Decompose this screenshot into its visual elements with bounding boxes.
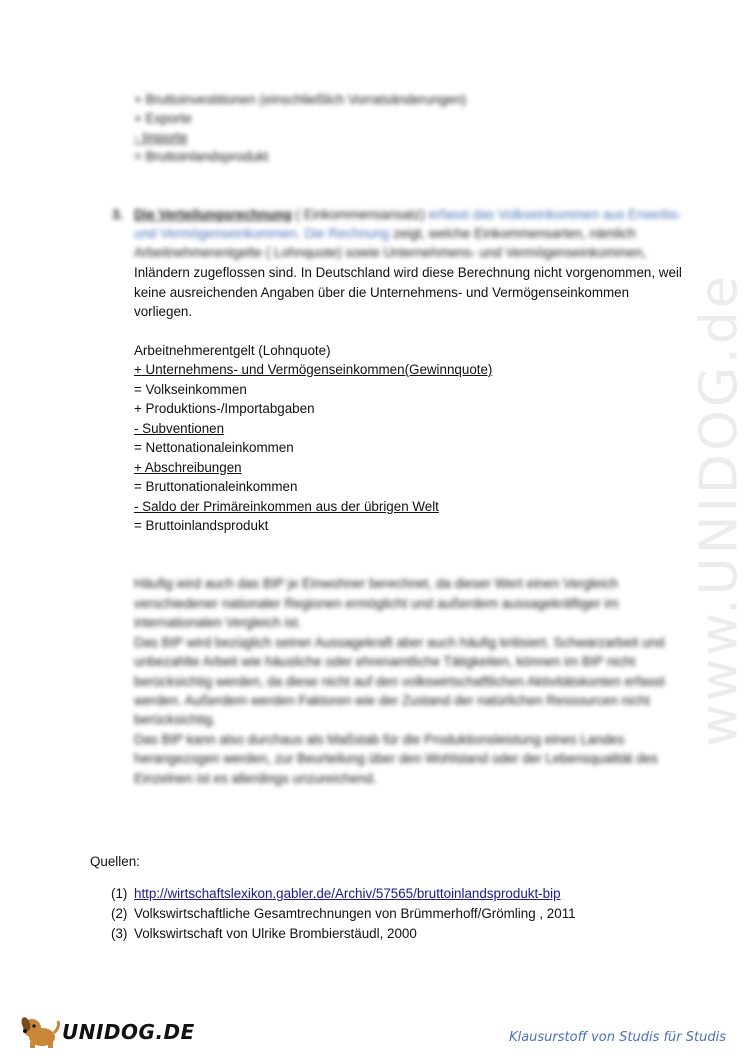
blurred-line: berücksichtig werden, da diese nicht auf den volkswirtschaftlichen Aktivitätskonten erfasst	[134, 674, 665, 689]
section-line-3: Arbeitnehmerentgelte ( Lohnquote) sowie Unternehmens- und Vermögenseinkommen,	[134, 245, 647, 260]
blurred-line: Das BIP wird bezüglich seiner Aussagekraft aber auch häufig kritisiert. Schwarzarbeit und	[134, 635, 665, 650]
blurred-line: unbezahlte Arbeit wie häusliche oder ehrenamtliche Tätigkeiten, können im BIP nicht	[134, 654, 636, 669]
section-line-4: Inländern zugeflossen sind. In Deutschland wird diese Berechnung nicht vorgenommen, weil	[134, 265, 682, 280]
unidog-logo	[20, 1015, 195, 1049]
calc-item: + Abschreibungen	[134, 460, 242, 475]
dog-icon	[20, 1015, 60, 1049]
section-line-5: keine ausreichenden Angaben über die Unternehmens- und Vermögenseinkommen	[134, 285, 630, 300]
calc-item: = Bruttonationaleinkommen	[134, 479, 298, 494]
source-text: Volkswirtschaftliche Gesamtrechnungen von Brümmerhoff/Grömling , 2011	[134, 906, 576, 921]
section-line2-rest: zeigt, welche Einkommensarten, nämlich	[393, 226, 636, 241]
calc-item: + Unternehmens- und Vermögenseinkommen(Gewinnquote)	[134, 362, 493, 377]
top-list-item: + Exporte	[134, 111, 192, 126]
blurred-line: herangezogen werden, zur Beurteilung über den Wohlstand oder der Lebensqualität des	[134, 751, 658, 766]
top-list-item: - Importe	[134, 130, 188, 145]
calc-item: - Saldo der Primäreinkommen aus der übrigen Welt	[134, 499, 439, 514]
calc-item: = Volkseinkommen	[134, 382, 247, 397]
source-text: Volkswirtschaft von Ulrike Brombierstäudl, 2000	[134, 926, 417, 941]
calc-item: + Produktions-/Importabgaben	[134, 401, 315, 416]
blurred-line: Einzelnen ist es allerdings unzureichend.	[134, 771, 377, 786]
calc-item: - Subventionen	[134, 421, 225, 436]
blurred-line: verschiedener nationaler Regionen ermöglicht und außerdem aussagekräftiger im	[134, 596, 619, 611]
calc-item: = Nettonationaleinkommen	[134, 440, 294, 455]
blurred-line: Häufig wird auch das BIP je Einwohner berechnet, da dieser Wert einen Vergleich	[134, 576, 619, 591]
top-list-item: = Bruttoinlandsprodukt	[134, 149, 269, 164]
section-blue-intro: erfasst das Volkseinkommen aus Erwerbs-	[428, 207, 682, 222]
watermark-text: www.UNIDOG.de	[690, 273, 750, 747]
top-list-item: + Bruttoinvestitionen (einschließlich Vorratsänderungen)	[134, 92, 467, 107]
watermark	[690, 273, 750, 747]
calc-item: = Bruttoinlandsprodukt	[134, 518, 269, 533]
blurred-line: werden. Außerdem werden Faktoren wie der Zustand der natürlichen Ressourcen nicht	[134, 693, 650, 708]
section-line-2	[134, 224, 636, 243]
blurred-line: internationalen Vergleich ist.	[134, 615, 302, 630]
footer-tagline: Klausurstoff von Studis für Studis	[509, 1030, 726, 1045]
section-line-6: vorliegen.	[134, 304, 193, 319]
calc-item: Arbeitnehmerentgelt (Lohnquote)	[134, 343, 331, 358]
section-heading-line	[134, 205, 682, 224]
section-title-paren: ( Einkommensansatz)	[295, 207, 425, 222]
section-title: Die Verteilungsrechnung	[134, 207, 292, 222]
source-number: (3)	[111, 926, 128, 941]
source-number: (1)	[111, 886, 128, 901]
source-number: (2)	[111, 906, 128, 921]
logo-text: UNIDOG.DE	[62, 1020, 195, 1044]
section-number: 3.	[112, 207, 124, 222]
blurred-line: berücksichtig.	[134, 712, 216, 727]
section-blue-line2: und Vermögenseinkommen. Die Rechnung	[134, 226, 390, 241]
source-link[interactable]: http://wirtschaftslexikon.gabler.de/Archiv/57565/bruttoinlandsprodukt-bip	[134, 886, 561, 901]
sources-heading: Quellen:	[90, 854, 140, 869]
blurred-line: Das BIP kann also durchaus als Maßstab für die Produktionsleistung eines Landes	[134, 732, 625, 747]
